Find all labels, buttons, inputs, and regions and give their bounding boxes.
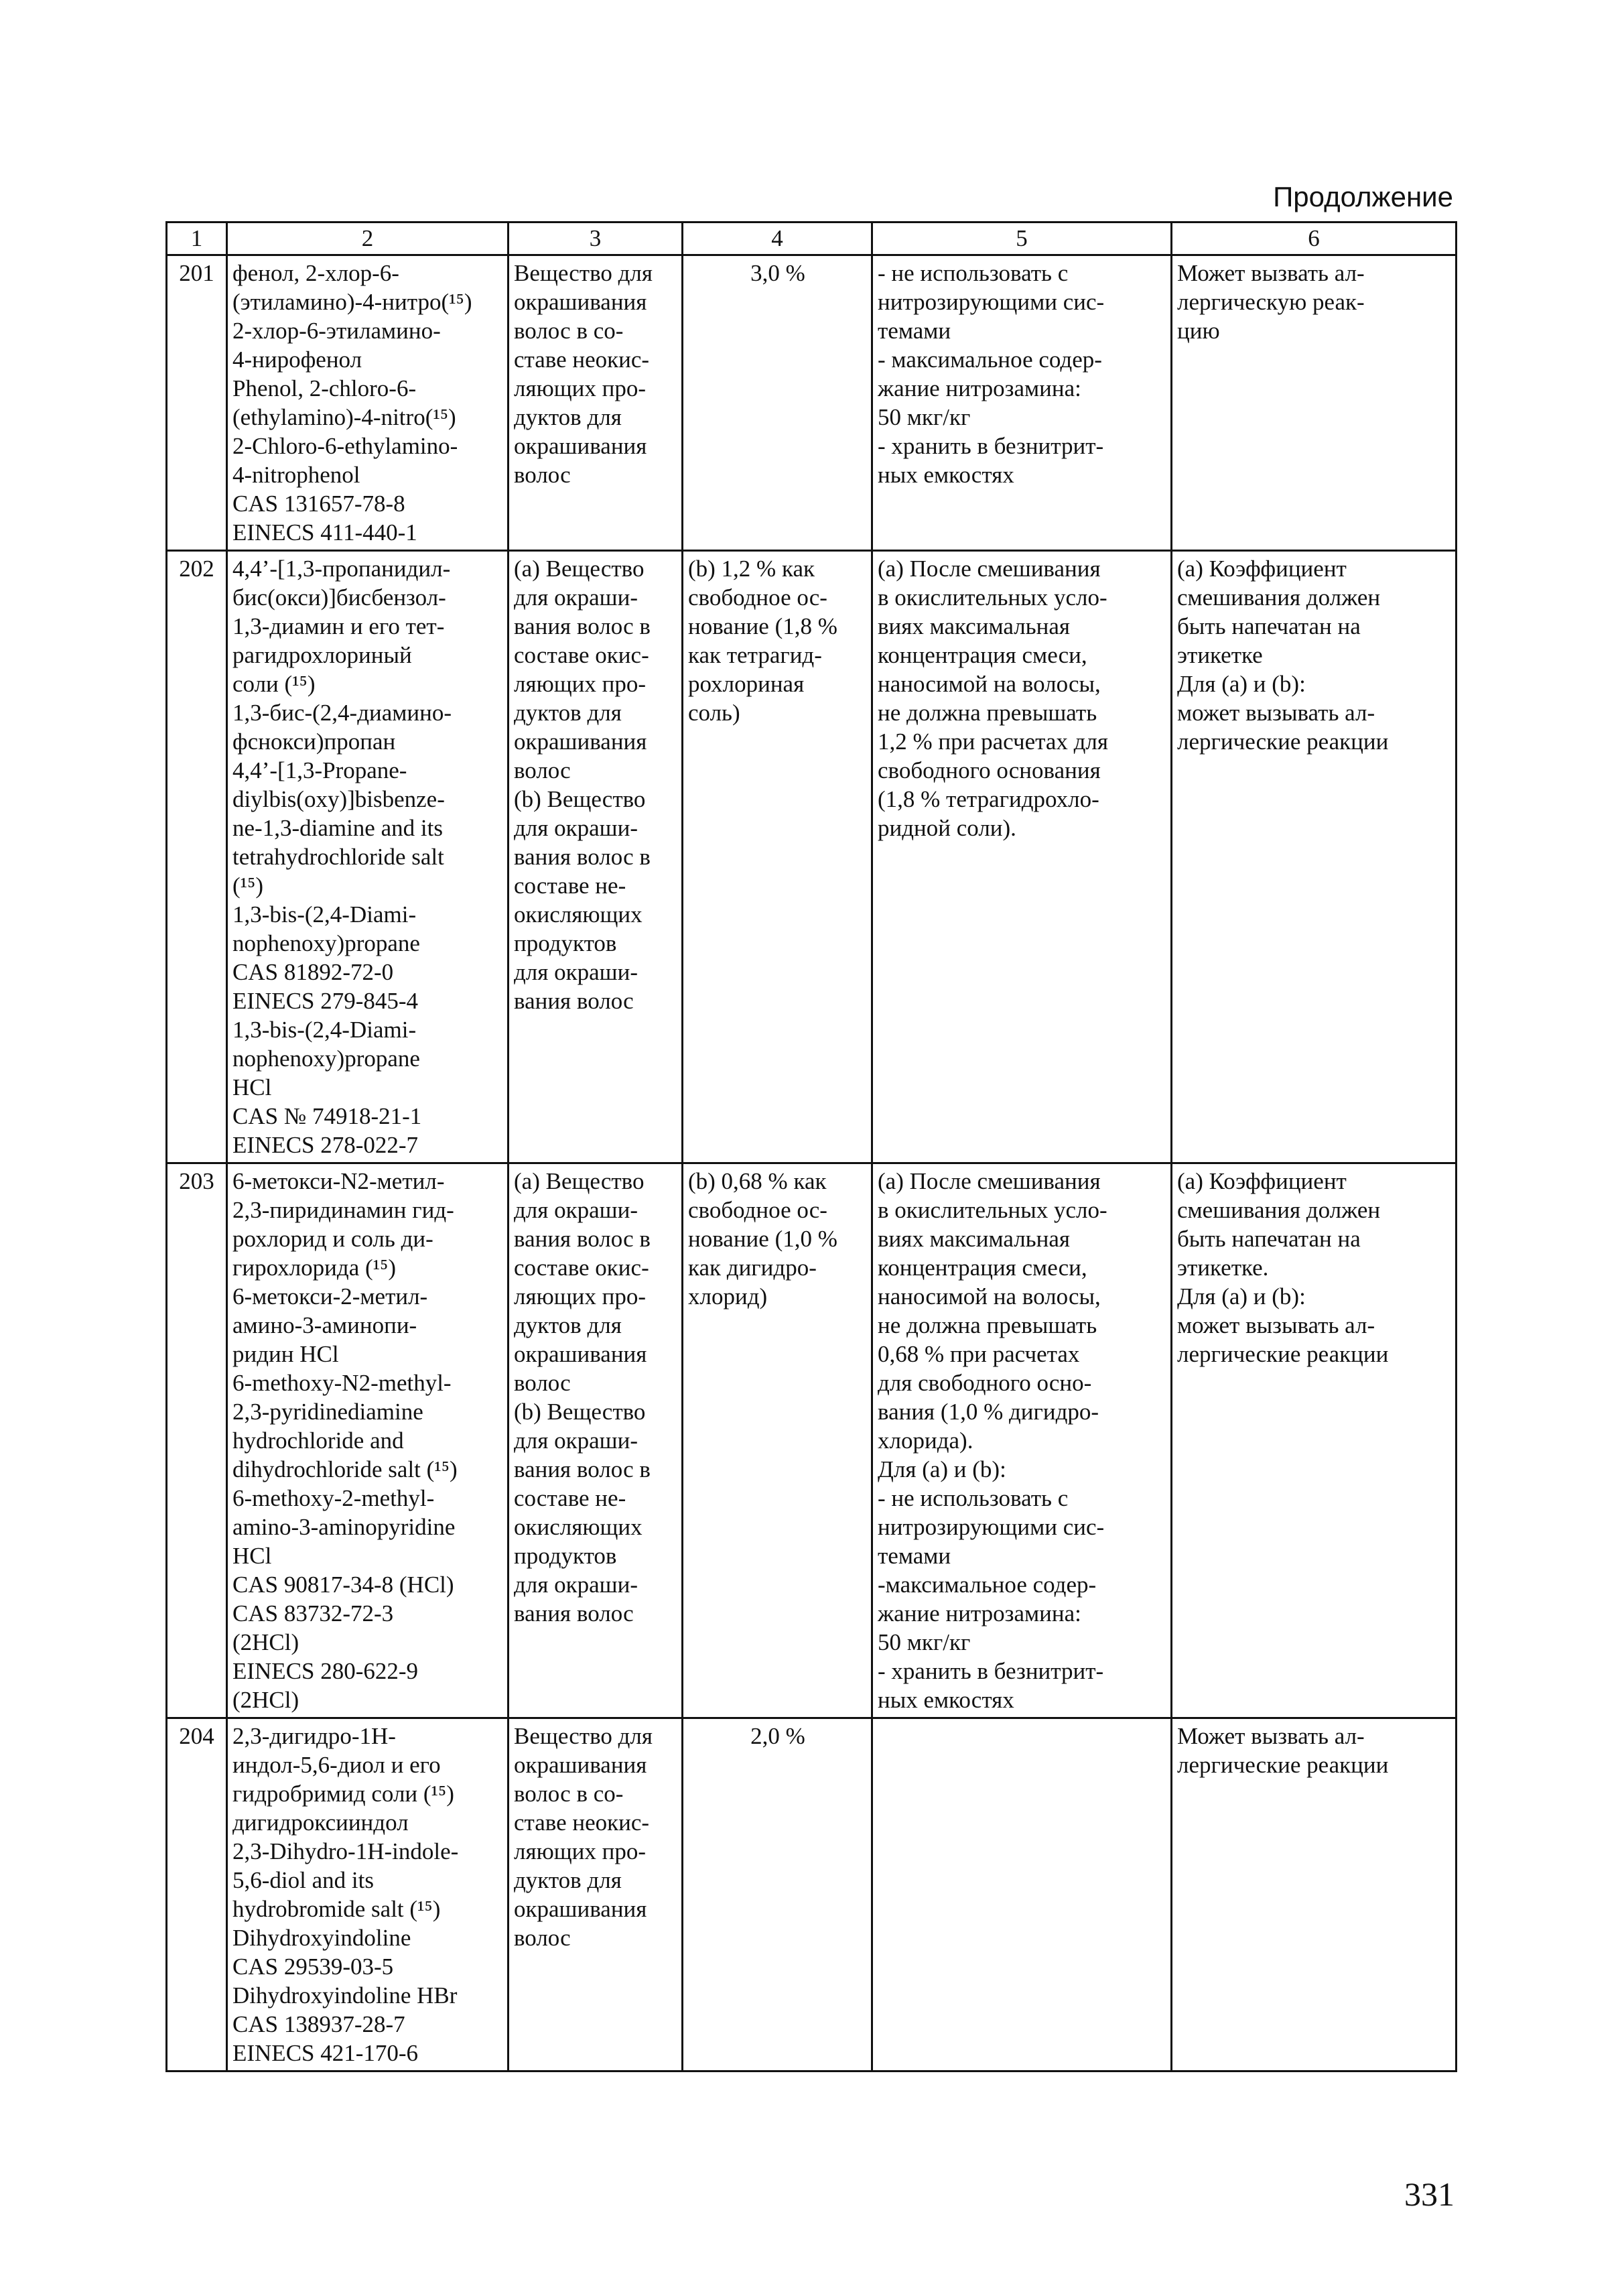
text-line: рагидрохлориный: [232, 642, 412, 668]
text-line: Для (a) и (b):: [1177, 671, 1306, 697]
text-line: 3,0 %: [750, 260, 805, 286]
text-line: ляющих про-: [514, 375, 647, 401]
text-line: лергическую реак-: [1177, 289, 1365, 315]
row-number-cell: 203: [167, 1163, 227, 1718]
text-line: (a) После смешивания: [878, 556, 1101, 582]
text-line: - не использовать с: [878, 1485, 1069, 1511]
table-row: [167, 1718, 1457, 2071]
text-line: (a) Коэффициент: [1177, 1168, 1347, 1194]
text-line: (этиламино)-4-нитро(¹⁵): [232, 289, 472, 315]
column-header: 1: [167, 222, 227, 255]
text-line: жание нитрозамина:: [878, 1600, 1081, 1627]
text-line: окисляющих: [514, 1514, 643, 1540]
text-line: этикетке: [1177, 642, 1263, 668]
text-line: как дигидро-: [688, 1255, 817, 1281]
text-line: не должна превышать: [878, 700, 1097, 726]
table-row: [167, 551, 1457, 1163]
text-line: вания волос в: [514, 613, 651, 639]
text-line: вания волос: [514, 1600, 634, 1627]
column-header-row: [167, 222, 1457, 255]
text-line: Phenol, 2-chloro-6-: [232, 375, 417, 401]
text-line: дуктов для: [514, 700, 622, 726]
text-line: - хранить в безнитрит-: [878, 1658, 1104, 1684]
text-line: соль): [688, 700, 740, 726]
text-line: amino-3-aminopyridine: [232, 1514, 456, 1540]
text-line: 2,3-Dihydro-1H-indole-: [232, 1838, 459, 1864]
use-cell: [509, 255, 683, 551]
text-line: окрашивания: [514, 728, 647, 755]
text-line: CAS 131657-78-8: [232, 491, 405, 517]
text-line: для свободного осно-: [878, 1370, 1092, 1396]
text-line: гирохлорида (¹⁵): [232, 1255, 397, 1281]
text-line: (b) 0,68 % как: [688, 1168, 827, 1194]
text-line: EINECS 280-622-9: [232, 1658, 419, 1684]
text-line: амино-3-аминопи-: [232, 1312, 417, 1338]
text-line: 6-methoxy-2-methyl-: [232, 1485, 435, 1511]
text-line: - не использовать с: [878, 260, 1069, 286]
text-line: (b) 1,2 % как: [688, 556, 815, 582]
warnings-cell: [1172, 551, 1457, 1163]
text-line: составе окис-: [514, 1255, 649, 1281]
text-line: Dihydroxyindoline HBr: [232, 1982, 458, 2008]
text-line: diylbis(oxy)]bisbenze-: [232, 786, 445, 812]
text-line: волос в со-: [514, 1781, 624, 1807]
text-line: 6-methoxy-N2-methyl-: [232, 1370, 452, 1396]
text-line: окрашивания: [514, 1341, 647, 1367]
text-line: нитрозирующими сис-: [878, 289, 1105, 315]
max-concentration-cell: [683, 551, 872, 1163]
text-line: наносимой на волосы,: [878, 671, 1101, 697]
text-line: (b) Вещество: [514, 786, 646, 812]
text-line: (1,8 % тетрагидрохло-: [878, 786, 1099, 812]
text-line: nophenoxy)propane: [232, 930, 420, 956]
text-line: свободного основания: [878, 757, 1101, 783]
text-line: индол-5,6-диол и его: [232, 1752, 441, 1778]
text-line: дигидроксииндол: [232, 1809, 409, 1836]
text-line: волос: [514, 1370, 571, 1396]
text-line: 2,0 %: [750, 1723, 805, 1749]
text-line: вания волос в: [514, 844, 651, 870]
text-line: ляющих про-: [514, 1838, 647, 1864]
use-cell: [509, 1718, 683, 2071]
text-line: волос: [514, 757, 571, 783]
text-line: вания волос: [514, 988, 634, 1014]
conditions-cell: [872, 551, 1172, 1163]
text-line: составе не-: [514, 873, 626, 899]
text-line: может вызывать ал-: [1177, 700, 1375, 726]
text-line: (a) Вещество: [514, 556, 645, 582]
text-line: 6-метокси-N2-метил-: [232, 1168, 445, 1194]
column-header: 6: [1172, 222, 1457, 255]
text-line: нование (1,8 %: [688, 613, 837, 639]
text-line: нование (1,0 %: [688, 1226, 837, 1252]
text-line: составе окис-: [514, 642, 649, 668]
text-line: - максимальное содер-: [878, 346, 1102, 373]
text-line: волос: [514, 462, 571, 488]
text-line: 1,3-диамин и его тет-: [232, 613, 445, 639]
text-line: гидробримид соли (¹⁵): [232, 1781, 454, 1807]
text-line: рохлорид и соль ди-: [232, 1226, 433, 1252]
conditions-cell: [872, 1718, 1172, 2071]
use-cell: [509, 551, 683, 1163]
text-line: ных емкостях: [878, 462, 1014, 488]
text-line: EINECS 278-022-7: [232, 1132, 419, 1158]
column-header: 4: [683, 222, 872, 255]
warnings-cell: [1172, 1163, 1457, 1718]
text-line: хлорид): [688, 1283, 768, 1310]
text-line: волос: [514, 1925, 571, 1951]
text-line: EINECS 421-170-6: [232, 2040, 419, 2066]
text-line: (2HCl): [232, 1687, 299, 1713]
table-body: [167, 255, 1457, 2071]
text-line: 5,6-diol and its: [232, 1867, 374, 1893]
text-line: 1,3-бис-(2,4-диамино-: [232, 700, 452, 726]
text-line: вания (1,0 % дигидро-: [878, 1399, 1099, 1425]
row-number-cell: 204: [167, 1718, 227, 2071]
text-line: соли (¹⁵): [232, 671, 316, 697]
text-line: ридной соли).: [878, 815, 1016, 841]
text-line: 2-хлор-6-этиламино-: [232, 318, 441, 344]
text-line: ляющих про-: [514, 671, 647, 697]
text-line: Для (a) и (b):: [1177, 1283, 1306, 1310]
text-line: 50 мкг/кг: [878, 1629, 971, 1655]
page-number: 331: [1404, 2175, 1455, 2213]
text-line: 50 мкг/кг: [878, 404, 971, 430]
text-line: окисляющих: [514, 901, 643, 928]
text-line: dihydrochloride salt (¹⁵): [232, 1456, 458, 1482]
column-header: 5: [872, 222, 1172, 255]
text-line: 6-метокси-2-метил-: [232, 1283, 428, 1310]
row-number-cell: 202: [167, 551, 227, 1163]
text-line: дуктов для: [514, 1312, 622, 1338]
text-line: нитрозирующими сис-: [878, 1514, 1105, 1540]
text-line: CAS № 74918-21-1: [232, 1103, 422, 1129]
regulation-table: [165, 221, 1457, 2072]
text-line: волос в со-: [514, 318, 624, 344]
text-line: 0,68 % при расчетах: [878, 1341, 1080, 1367]
text-line: концентрация смеси,: [878, 642, 1087, 668]
table-row: [167, 255, 1457, 551]
text-line: жание нитрозамина:: [878, 375, 1081, 401]
text-line: как тетрагид-: [688, 642, 822, 668]
text-line: этикетке.: [1177, 1255, 1269, 1281]
text-line: CAS 138937-28-7: [232, 2011, 405, 2037]
text-line: EINECS 411-440-1: [232, 519, 417, 546]
text-line: Может вызвать ал-: [1177, 1723, 1365, 1749]
text-line: бис(окси)]бисбензол-: [232, 584, 446, 611]
text-line: наносимой на волосы,: [878, 1283, 1101, 1310]
text-line: смешивания должен: [1177, 584, 1381, 611]
text-line: CAS 83732-72-3: [232, 1600, 394, 1627]
text-line: в окислительных усло-: [878, 584, 1107, 611]
max-concentration-cell: [683, 1718, 872, 2071]
text-line: HCl: [232, 1074, 272, 1100]
text-line: 4-нирофенол: [232, 346, 362, 373]
text-line: виях максимальная: [878, 1226, 1070, 1252]
text-line: вания волос в: [514, 1226, 651, 1252]
text-line: Может вызвать ал-: [1177, 260, 1365, 286]
text-line: 4,4’-[1,3-пропанидил-: [232, 556, 451, 582]
text-line: ne-1,3-diamine and its: [232, 815, 443, 841]
text-line: окрашивания: [514, 1752, 647, 1778]
substance-cell: [227, 255, 509, 551]
text-line: окрашивания: [514, 433, 647, 459]
text-line: 4-nitrophenol: [232, 462, 360, 488]
text-line: быть напечатан на: [1177, 1226, 1361, 1252]
text-line: nophenoxy)propane: [232, 1045, 420, 1072]
text-line: лергические реакции: [1177, 728, 1389, 755]
text-line: 2,3-дигидро-1H-: [232, 1723, 396, 1749]
column-header: 2: [227, 222, 509, 255]
text-line: CAS 29539-03-5: [232, 1954, 394, 1980]
max-concentration-cell: [683, 1163, 872, 1718]
text-line: концентрация смеси,: [878, 1255, 1087, 1281]
warnings-cell: [1172, 1718, 1457, 2071]
text-line: 2,3-пиридинамин гид-: [232, 1197, 454, 1223]
text-line: ставе неокис-: [514, 346, 650, 373]
row-number-cell: 201: [167, 255, 227, 551]
text-line: темами: [878, 1543, 951, 1569]
text-line: темами: [878, 318, 951, 344]
text-line: 2-Chloro-6-ethylamino-: [232, 433, 458, 459]
conditions-cell: [872, 1163, 1172, 1718]
text-line: для окраши-: [514, 1572, 638, 1598]
text-line: составе не-: [514, 1485, 626, 1511]
text-line: смешивания должен: [1177, 1197, 1381, 1223]
text-line: Вещество для: [514, 1723, 653, 1749]
text-line: Для (a) и (b):: [878, 1456, 1006, 1482]
text-line: ставе неокис-: [514, 1809, 650, 1836]
text-line: окрашивания: [514, 289, 647, 315]
text-line: ридин HCl: [232, 1341, 339, 1367]
text-line: быть напечатан на: [1177, 613, 1361, 639]
text-line: tetrahydrochloride salt: [232, 844, 444, 870]
text-line: фенол, 2-хлор-6-: [232, 260, 399, 286]
text-line: CAS 90817-34-8 (HCl): [232, 1572, 454, 1598]
conditions-cell: [872, 255, 1172, 551]
text-line: 1,2 % при расчетах для: [878, 728, 1109, 755]
text-line: для окраши-: [514, 1427, 638, 1454]
text-line: -максимальное содер-: [878, 1572, 1097, 1598]
text-line: хлорида).: [878, 1427, 973, 1454]
text-line: в окислительных усло-: [878, 1197, 1107, 1223]
text-line: (2HCl): [232, 1629, 299, 1655]
text-line: (ethylamino)-4-nitro(¹⁵): [232, 404, 456, 430]
text-line: - хранить в безнитрит-: [878, 433, 1104, 459]
text-line: свободное ос-: [688, 1197, 827, 1223]
text-line: виях максимальная: [878, 613, 1070, 639]
text-line: HCl: [232, 1543, 272, 1569]
text-line: для окраши-: [514, 1197, 638, 1223]
text-line: фснокси)пропан: [232, 728, 396, 755]
text-line: свободное ос-: [688, 584, 827, 611]
text-line: рохлориная: [688, 671, 805, 697]
text-line: дуктов для: [514, 404, 622, 430]
text-line: для окраши-: [514, 584, 638, 611]
text-line: Вещество для: [514, 260, 653, 286]
text-line: (b) Вещество: [514, 1399, 646, 1425]
text-line: может вызывать ал-: [1177, 1312, 1375, 1338]
text-line: 1,3-bis-(2,4-Diami-: [232, 901, 417, 928]
text-line: (a) Коэффициент: [1177, 556, 1347, 582]
text-line: (a) Вещество: [514, 1168, 645, 1194]
substance-cell: [227, 551, 509, 1163]
continued-label: Продолжение: [1273, 181, 1453, 212]
text-line: не должна превышать: [878, 1312, 1097, 1338]
substance-cell: [227, 1718, 509, 2071]
text-line: ляющих про-: [514, 1283, 647, 1310]
text-line: hydrochloride and: [232, 1427, 404, 1454]
text-line: продуктов: [514, 930, 617, 956]
max-concentration-cell: [683, 255, 872, 551]
text-line: 1,3-bis-(2,4-Diami-: [232, 1017, 417, 1043]
column-header: 3: [509, 222, 683, 255]
text-line: Dihydroxyindoline: [232, 1925, 411, 1951]
table-row: [167, 1163, 1457, 1718]
text-line: (¹⁵): [232, 873, 264, 899]
text-line: 4,4’-[1,3-Propane-: [232, 757, 407, 783]
warnings-cell: [1172, 255, 1457, 551]
text-line: продуктов: [514, 1543, 617, 1569]
text-line: (a) После смешивания: [878, 1168, 1101, 1194]
text-line: лергические реакции: [1177, 1341, 1389, 1367]
text-line: hydrobromide salt (¹⁵): [232, 1896, 441, 1922]
text-line: для окраши-: [514, 815, 638, 841]
text-line: вания волос в: [514, 1456, 651, 1482]
substance-cell: [227, 1163, 509, 1718]
text-line: для окраши-: [514, 959, 638, 985]
text-line: ных емкостях: [878, 1687, 1014, 1713]
text-line: 2,3-pyridinediamine: [232, 1399, 423, 1425]
text-line: CAS 81892-72-0: [232, 959, 394, 985]
text-line: цию: [1177, 318, 1220, 344]
text-line: дуктов для: [514, 1867, 622, 1893]
text-line: окрашивания: [514, 1896, 647, 1922]
text-line: лергические реакции: [1177, 1752, 1389, 1778]
text-line: EINECS 279-845-4: [232, 988, 419, 1014]
use-cell: [509, 1163, 683, 1718]
